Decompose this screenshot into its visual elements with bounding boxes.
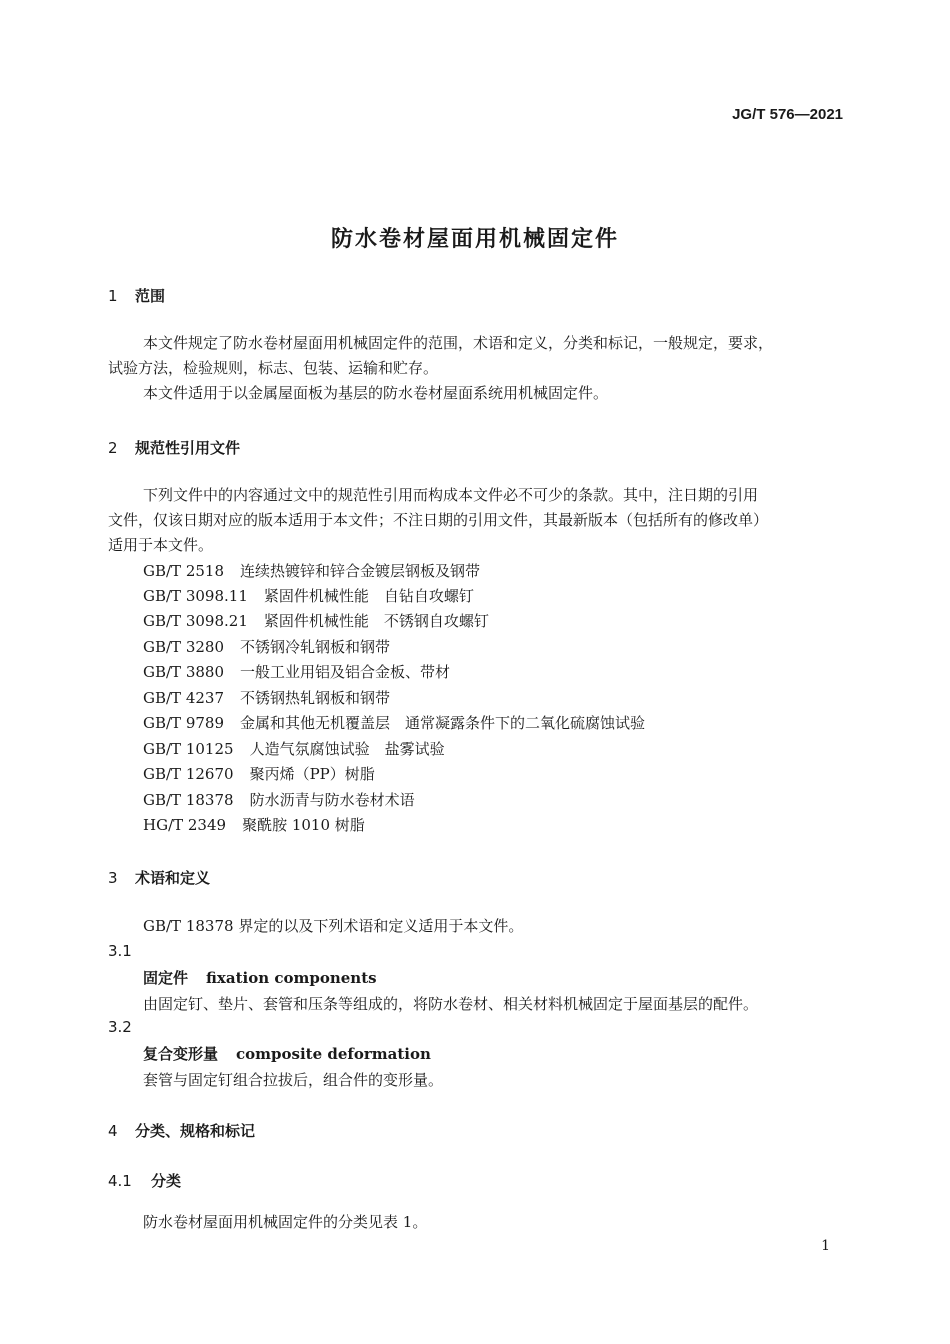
reference-title: 一般工业用铝及铝合金板、带材 (240, 663, 451, 681)
section-number: 2 (108, 439, 118, 457)
term-name (143, 967, 377, 988)
reference-item (143, 813, 365, 838)
subsection-4-1-text (108, 1210, 842, 1235)
term-number: 3.2 (108, 1018, 132, 1036)
text-line: 文件，仅该日期对应的版本适用于本文件；不注日期的引用文件，其最新版本（包括所有的修改单） (108, 511, 769, 529)
section-title: 范围 (135, 287, 166, 305)
text-line: 下列文件中的内容通过文中的规范性引用而构成本文件必不可少的条款。其中，注日期的引用 (143, 486, 759, 504)
term-definition: 由固定钉、垫片、套管和压条等组成的，将防水卷材、相关材料机械固定于屋面基层的配件。 (143, 995, 759, 1013)
reference-item (143, 762, 375, 787)
reference-code: GB/T 9789 (143, 714, 225, 732)
text-line: 试验方法，检验规则，标志、包装、运输和贮存。 (108, 359, 439, 377)
reference-title: 防水沥青与防水卷材术语 (249, 791, 415, 809)
reference-code: GB/T 2518 (143, 562, 225, 580)
section-1-paragraph-2 (108, 381, 842, 406)
term-name-en: fixation components (206, 969, 377, 987)
reference-item (143, 660, 450, 685)
section-number: 1 (108, 287, 118, 305)
reference-code: HG/T 2349 (143, 816, 227, 834)
section-2-heading (108, 437, 240, 458)
reference-item (143, 737, 445, 762)
reference-code: GB/T 4237 (143, 689, 225, 707)
reference-item (143, 584, 474, 609)
section-1-heading (108, 285, 165, 306)
term-name-en: composite deformation (236, 1045, 431, 1063)
reference-title: 紧固件机械性能 自钻自攻螺钉 (263, 587, 474, 605)
reference-title: 聚酰胺 1010 树脂 (242, 816, 365, 834)
reference-item (143, 788, 415, 813)
text-line: 本文件适用于以金属屋面板为基层的防水卷材屋面系统用机械固定件。 (143, 384, 609, 402)
reference-title: 金属和其他无机覆盖层 通常凝露条件下的二氧化硫腐蚀试验 (240, 714, 646, 732)
term-name-cn: 固定件 (143, 969, 189, 987)
subsection-number: 4.1 (108, 1172, 132, 1190)
reference-title: 人造气氛腐蚀试验 盐雾试验 (249, 740, 445, 758)
text-line: GB/T 18378 界定的以及下列术语和定义适用于本文件。 (143, 917, 524, 935)
standard-code: JG/T 576—2021 (732, 106, 843, 123)
reference-item (143, 609, 489, 634)
section-title: 规范性引用文件 (135, 439, 241, 457)
reference-title: 不锈钢冷轧钢板和钢带 (240, 638, 391, 656)
reference-code: GB/T 10125 (143, 740, 234, 758)
reference-item (143, 686, 390, 711)
subsection-title: 分类 (151, 1172, 182, 1190)
reference-code: GB/T 3098.11 (143, 587, 248, 605)
section-title: 分类、规格和标记 (135, 1122, 256, 1140)
reference-code: GB/T 3280 (143, 638, 225, 656)
section-3-heading (108, 867, 210, 888)
term-name (143, 1043, 431, 1064)
page-number: 1 (821, 1238, 830, 1254)
section-number: 3 (108, 869, 118, 887)
subsection-4-1-heading (108, 1170, 181, 1191)
text-line: 适用于本文件。 (108, 536, 214, 554)
reference-title: 连续热镀锌和锌合金镀层钢板及钢带 (240, 562, 481, 580)
section-3-intro (108, 914, 842, 939)
term-definition: 套管与固定钉组合拉拔后，组合件的变形量。 (143, 1071, 444, 1089)
reference-title: 不锈钢热轧钢板和钢带 (240, 689, 391, 707)
reference-code: GB/T 12670 (143, 765, 234, 783)
section-number: 4 (108, 1122, 118, 1140)
reference-item (143, 559, 480, 584)
section-4-heading (108, 1120, 255, 1141)
reference-code: GB/T 3098.21 (143, 612, 248, 630)
term-name-cn: 复合变形量 (143, 1045, 219, 1063)
reference-title: 紧固件机械性能 不锈钢自攻螺钉 (263, 612, 489, 630)
reference-title: 聚丙烯（PP）树脂 (249, 765, 375, 783)
text-line: 防水卷材屋面用机械固定件的分类见表 1。 (143, 1213, 428, 1231)
section-title: 术语和定义 (135, 869, 211, 887)
document-title: 防水卷材屋面用机械固定件 (330, 227, 619, 252)
section-2-intro (108, 483, 842, 558)
reference-code: GB/T 3880 (143, 663, 225, 681)
term-number: 3.1 (108, 942, 132, 960)
section-1-paragraph-1 (108, 331, 842, 381)
reference-code: GB/T 18378 (143, 791, 234, 809)
reference-item (143, 635, 390, 660)
text-line: 本文件规定了防水卷材屋面用机械固定件的范围，术语和定义，分类和标记，一般规定，要求， (143, 334, 774, 352)
reference-item (143, 711, 645, 736)
